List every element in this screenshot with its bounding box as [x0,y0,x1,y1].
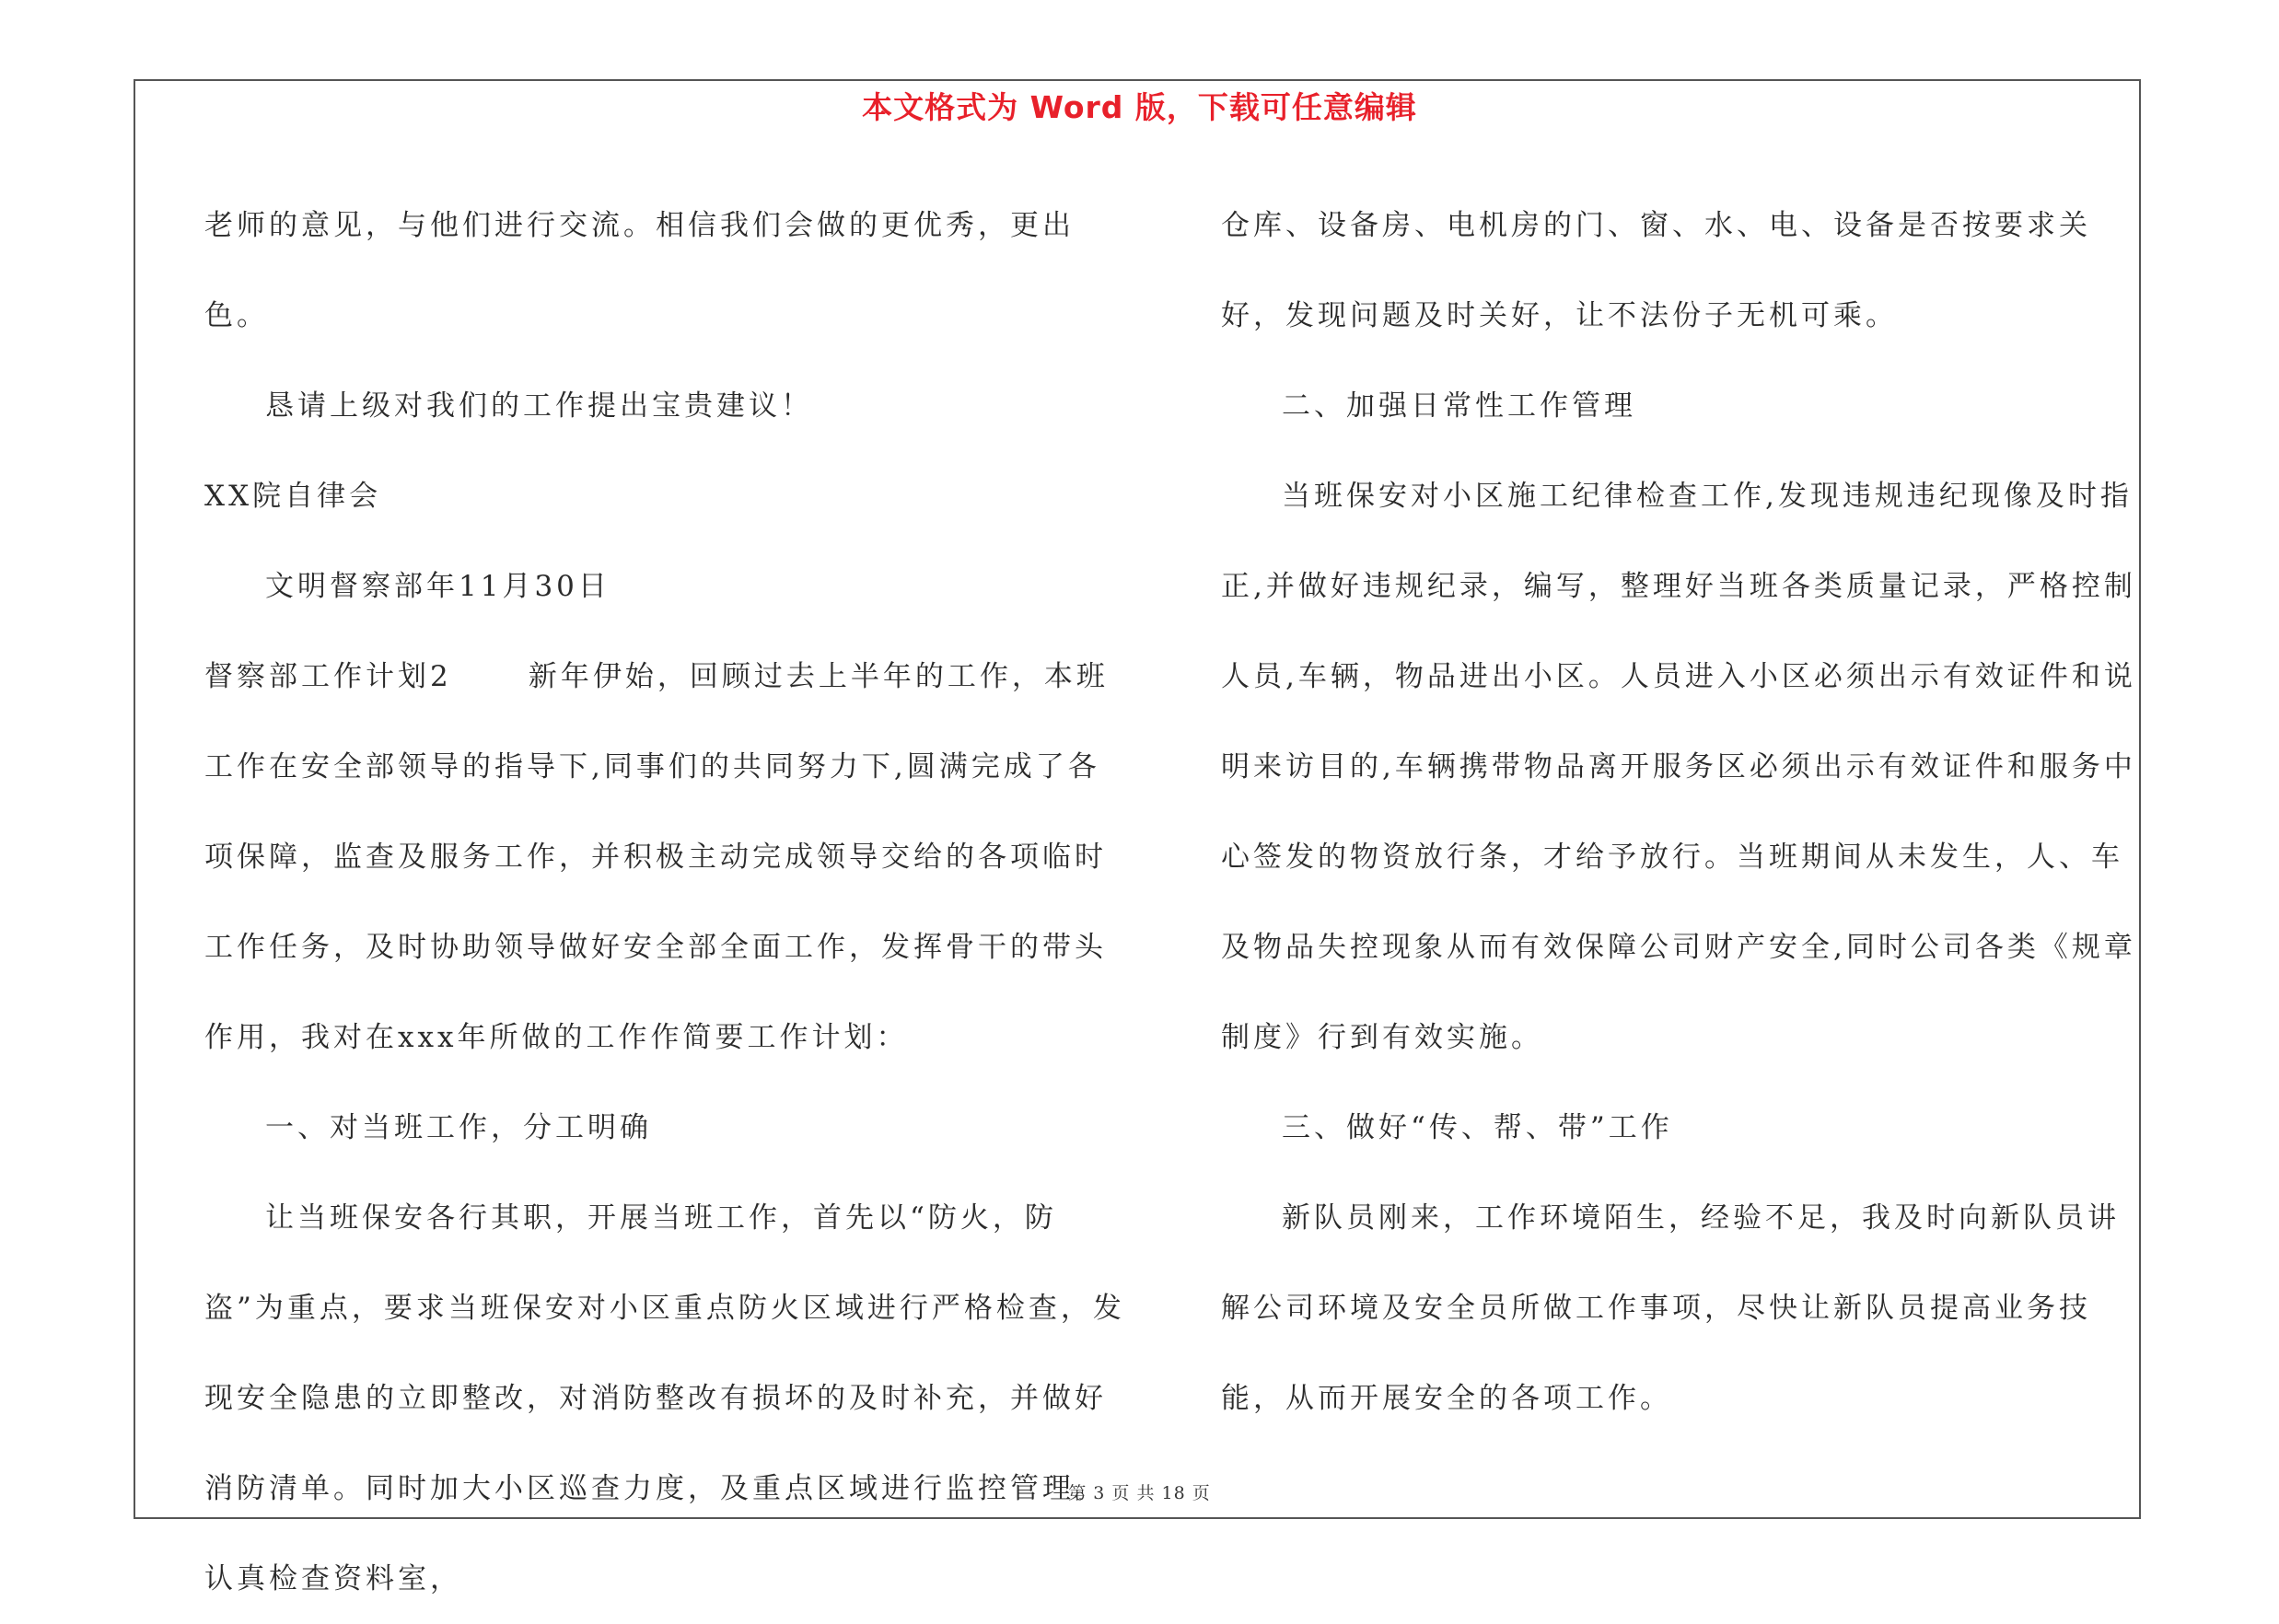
paragraph: 仓库、设备房、电机房的门、窗、水、电、设备是否按要求关好，发现问题及时关好，让不法份子无机可乘。 [1221,209,2091,332]
page-number: 第 3 页 共 18 页 [1068,1483,1211,1503]
section-heading: 一、对当班工作，分工明确 [265,1111,652,1144]
paragraph: 让当班保安各行其职，开展当班工作，首先以“防火，防盗”为重点，要求当班保安对小区重点防火区域进行严格检查，发现安全隐患的立即整改，对消防整改有损坏的及时补充，并做好消防清单。同时加大小区巡查力度，及重点区域进行监控管理。认真检查资料室， [204,1201,1125,1595]
signature-date: 文明督察部年11月30日 [265,570,610,603]
paragraph: 督察部工作计划2 新年伊始，回顾过去上半年的工作，本班工作在安全部领导的指导下,同事们的共同努力下,圆满完成了各项保障，监查及服务工作，并积极主动完成领导交给的各项临时工作任务，及时协助领导做好安全部全面工作，发挥骨干的带头作用，我对在xxx年所做的工作作简要工作计划： [204,660,1109,1054]
paragraph: 恳请上级对我们的工作提出宝贵建议！ [265,389,813,423]
section-heading: 三、做好“传、帮、带”工作 [1282,1111,1673,1144]
paragraph: 老师的意见，与他们进行交流。相信我们会做的更优秀，更出色。 [204,209,1075,332]
paragraph: 当班保安对小区施工纪律检查工作,发现违规违纪现像及时指正,并做好违规纪录，编写，整理好当班各类质量记录，严格控制人员,车辆，物品进出小区。人员进入小区必须出示有效证件和说明来访目的,车辆携带物品离开服务区必须出示有效证件和服务中心签发的物资放行条，才给予放行。当班期间从未发生，人、车及物品失控现象从而有效保障公司财产安全,同时公司各类《规章制度》行到有效实施。 [1221,480,2136,1054]
paragraph: 新队员刚来，工作环境陌生，经验不足，我及时向新队员讲解公司环境及安全员所做工作事项，尽快让新队员提高业务技能，从而开展安全的各项工作。 [1221,1201,2120,1415]
left-column [204,180,1125,1624]
signature-org: XX院自律会 [204,480,382,513]
section-heading: 二、加强日常性工作管理 [1282,389,1636,423]
right-column [1221,180,2138,1444]
format-banner: 本文格式为 Word 版，下载可任意编辑 [862,89,1417,125]
